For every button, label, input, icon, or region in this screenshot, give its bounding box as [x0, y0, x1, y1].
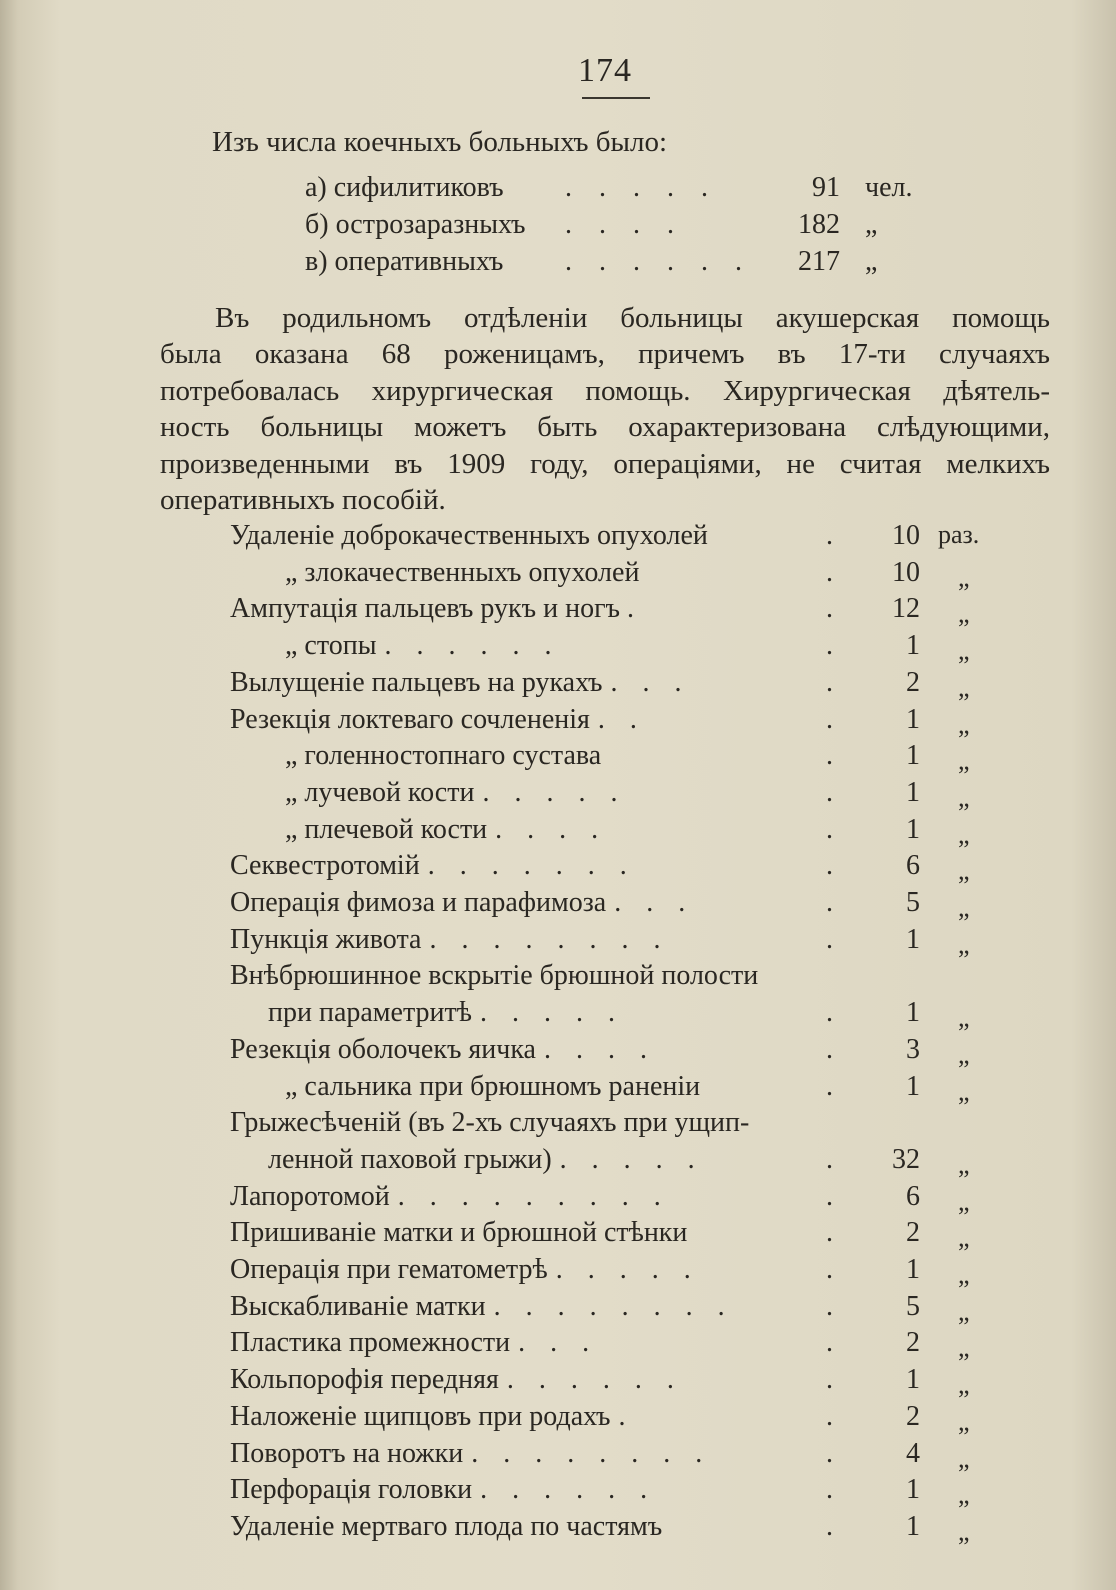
operation-leader: . . . . . . [506, 1364, 683, 1396]
operation-count: 1 [906, 1510, 920, 1542]
operation-unit: „ [958, 856, 970, 886]
operation-unit: „ [958, 1333, 970, 1363]
operation-leader: . . . . . [479, 997, 624, 1029]
operation-name: Секвестротомій [230, 850, 420, 882]
operation-count: 5 [906, 1290, 920, 1322]
operation-dot: . [826, 850, 833, 882]
operation-count: 1 [906, 1254, 920, 1285]
operation-count: 2 [906, 1217, 920, 1249]
operation-name: Пластика промежности [230, 1327, 511, 1359]
operation-leader: . . . . [495, 813, 608, 845]
operation-count: 2 [906, 1327, 920, 1359]
operation-unit: „ [958, 929, 970, 959]
operation-dot: . [826, 1033, 833, 1065]
operation-name: Резекція локтеваго сочлененія [230, 703, 590, 735]
operation-name: „ лучевой кости [285, 776, 475, 808]
operation-unit: „ [958, 1516, 970, 1546]
operation-leader: . . . [614, 887, 695, 918]
stat-label: б) острозаразныхъ [305, 209, 526, 240]
stat-value: 217 [798, 246, 840, 277]
operation-dot: . [826, 556, 833, 588]
stat-leader: . . . . . . [565, 246, 752, 277]
operation-count: 1 [906, 923, 920, 955]
operation-name: Кольпорофія передняя [230, 1364, 499, 1396]
operation-dot: . [826, 593, 833, 625]
operation-leader: . . . . . [559, 1143, 704, 1175]
operation-dot: . [826, 1327, 833, 1359]
operation-name: Наложеніе щипцовъ при родахъ [230, 1400, 611, 1432]
operation-dot: . [826, 1510, 833, 1542]
operation-unit: „ [958, 1223, 970, 1253]
operation-name: Грыжесѣченій (въ 2-хъ случаяхъ при ущип- [230, 1107, 750, 1139]
operation-unit: „ [958, 599, 970, 629]
operation-count: 1 [906, 813, 920, 845]
operation-unit: „ [958, 636, 970, 666]
operation-unit: „ [958, 893, 970, 922]
page-number-underline [582, 97, 650, 99]
intro-line: Изъ числа коечныхъ больныхъ было: [212, 126, 668, 158]
operation-unit: „ [958, 709, 970, 739]
operation-name: „ злокачественныхъ опухолей [285, 556, 640, 588]
operation-count: 10 [892, 556, 920, 588]
operation-unit: „ [958, 1149, 970, 1179]
operation-leader: . . . . . . . . [471, 1437, 712, 1469]
operation-dot: . [826, 887, 833, 918]
operation-leader: . . . . . [555, 1254, 700, 1285]
paragraph-line: оперативныхъ пособій. [160, 484, 446, 517]
operation-leader: . . . . . . . . [493, 1290, 734, 1322]
paragraph-line: Въ родильномъ отдѣленіи больницы акушерская помощь [215, 302, 1050, 334]
operation-name: Выскабливаніе матки [230, 1290, 486, 1322]
operation-name: Вылущеніе пальцевъ на рукахъ [230, 666, 603, 698]
operation-dot: . [826, 520, 833, 551]
operation-name: Поворотъ на ножки [230, 1437, 464, 1469]
operation-unit: „ [958, 1406, 970, 1436]
operation-dot: . [826, 1070, 833, 1102]
operation-unit: „ [958, 672, 970, 702]
paragraph-line: произведенными въ 1909 году, операціями, не считая мелкихъ [160, 447, 1050, 480]
stat-row [305, 172, 925, 212]
stat-row [305, 246, 925, 286]
operation-unit: „ [958, 1296, 970, 1326]
operation-name: Операція фимоза и парафимоза [230, 887, 607, 918]
operation-leader: . . . [610, 666, 691, 698]
operation-dot: . [826, 703, 833, 735]
paragraph-line: была оказана 68 роженицамъ, причемъ въ 17-ти случаяхъ [160, 338, 1050, 371]
operation-count: 1 [906, 997, 920, 1029]
operation-unit: „ [958, 1003, 970, 1033]
stat-row [305, 209, 925, 249]
operation-name: Резекція оболочекъ яичка [230, 1033, 536, 1065]
stat-value: 182 [798, 209, 840, 240]
stat-unit: „ [865, 246, 878, 277]
operation-dot: . [826, 666, 833, 698]
operation-unit: „ [958, 1370, 970, 1400]
operation-dot: . [826, 1143, 833, 1175]
operation-name: „ стопы [285, 630, 377, 662]
operation-leader: . . . . . . . [427, 850, 636, 882]
operation-leader: . . . . [543, 1033, 656, 1065]
operation-dot: . [826, 923, 833, 955]
operation-count: 1 [906, 703, 920, 735]
operation-leader: . . . [518, 1327, 599, 1359]
operation-count: 10 [892, 520, 920, 551]
page-number: 174 [578, 52, 632, 89]
operation-unit: „ [958, 1480, 970, 1510]
operation-unit: „ [958, 1443, 970, 1473]
operation-name: Ампутація пальцевъ рукъ и ногъ . [230, 593, 635, 625]
body-paragraph [160, 300, 1050, 518]
stat-leader: . . . . . [565, 172, 718, 203]
operation-name: „ сальника при брюшномъ раненіи [285, 1070, 701, 1102]
operation-count: 1 [906, 776, 920, 808]
operation-dot: . [826, 776, 833, 808]
operation-dot: . [826, 1364, 833, 1396]
operation-leader: . [618, 1400, 635, 1432]
operation-count: 2 [906, 666, 920, 698]
stat-value: 91 [812, 172, 840, 203]
operation-unit: „ [958, 562, 970, 592]
operation-dot: . [826, 1180, 833, 1212]
stat-unit: чел. [865, 172, 913, 203]
operation-name: Пришиваніе матки и брюшной стѣнки [230, 1217, 688, 1249]
operation-count: 3 [906, 1033, 920, 1065]
operation-name: Операція при гематометрѣ [230, 1254, 548, 1285]
operation-name: Пункція живота [230, 923, 422, 955]
operation-unit: „ [958, 746, 970, 776]
operation-dot: . [826, 740, 833, 772]
operation-dot: . [826, 1217, 833, 1249]
operation-name: Внѣбрюшинное вскрытіе брюшной полости [230, 960, 759, 992]
operation-count: 2 [906, 1400, 920, 1432]
operation-leader: . . . . . . [480, 1474, 657, 1506]
operation-leader: . . . . . . . . . [397, 1180, 670, 1212]
operation-count: 1 [906, 740, 920, 772]
operation-name: Удаленіе доброкачественныхъ опухолей [230, 520, 708, 551]
paragraph-line: потребовалась хирургическая помощь. Хирургическая дѣятель- [160, 374, 1050, 407]
stat-label: в) оперативныхъ [305, 246, 504, 277]
stat-label: а) сифилитиковъ [305, 172, 504, 203]
operation-unit: „ [958, 1039, 970, 1069]
operation-dot: . [826, 1437, 833, 1469]
operation-count: 12 [892, 593, 920, 625]
operation-unit: „ [958, 819, 970, 849]
operation-dot: . [826, 630, 833, 662]
stat-leader: . . . . [565, 209, 684, 240]
operation-unit: „ [958, 1260, 970, 1289]
operation-unit: „ [958, 1076, 970, 1106]
operation-name: при параметритѣ [268, 997, 472, 1029]
operation-count: 1 [906, 630, 920, 662]
operation-dot: . [826, 997, 833, 1029]
operation-leader: . . . . . [482, 776, 627, 808]
operation-dot: . [826, 1254, 833, 1285]
stat-unit: „ [865, 209, 878, 240]
operation-dot: . [826, 1290, 833, 1322]
operation-count: 1 [906, 1070, 920, 1102]
operation-leader: . . . . . . . . [429, 923, 670, 955]
operation-count: 6 [906, 1180, 920, 1212]
paragraph-line: ность больницы можетъ быть охарактеризована слѣдующими, [160, 411, 1050, 444]
operation-count: 32 [892, 1143, 920, 1175]
operation-unit: „ [958, 782, 970, 812]
operation-dot: . [826, 1400, 833, 1432]
operation-name: ленной паховой грыжи) [268, 1143, 552, 1175]
operation-count: 1 [906, 1474, 920, 1506]
operation-dot: . [826, 1474, 833, 1506]
operation-leader: . . [597, 703, 646, 735]
operation-count: 5 [906, 887, 920, 918]
operation-count: 1 [906, 1364, 920, 1396]
operation-name: „ голенностопнаго сустава [285, 740, 602, 772]
operation-name: „ плечевой кости [285, 813, 488, 845]
operation-name: Удаленіе мертваго плода по частямъ [230, 1510, 663, 1542]
operation-unit: „ [958, 1186, 970, 1216]
operation-count: 4 [906, 1437, 920, 1469]
operation-dot: . [826, 813, 833, 845]
operation-unit: раз. [938, 520, 980, 549]
operation-name: Перфорація головки [230, 1474, 473, 1506]
operation-leader: . . . . . . [384, 630, 561, 662]
operation-count: 6 [906, 850, 920, 882]
operation-name: Лапоротомой [230, 1180, 390, 1212]
